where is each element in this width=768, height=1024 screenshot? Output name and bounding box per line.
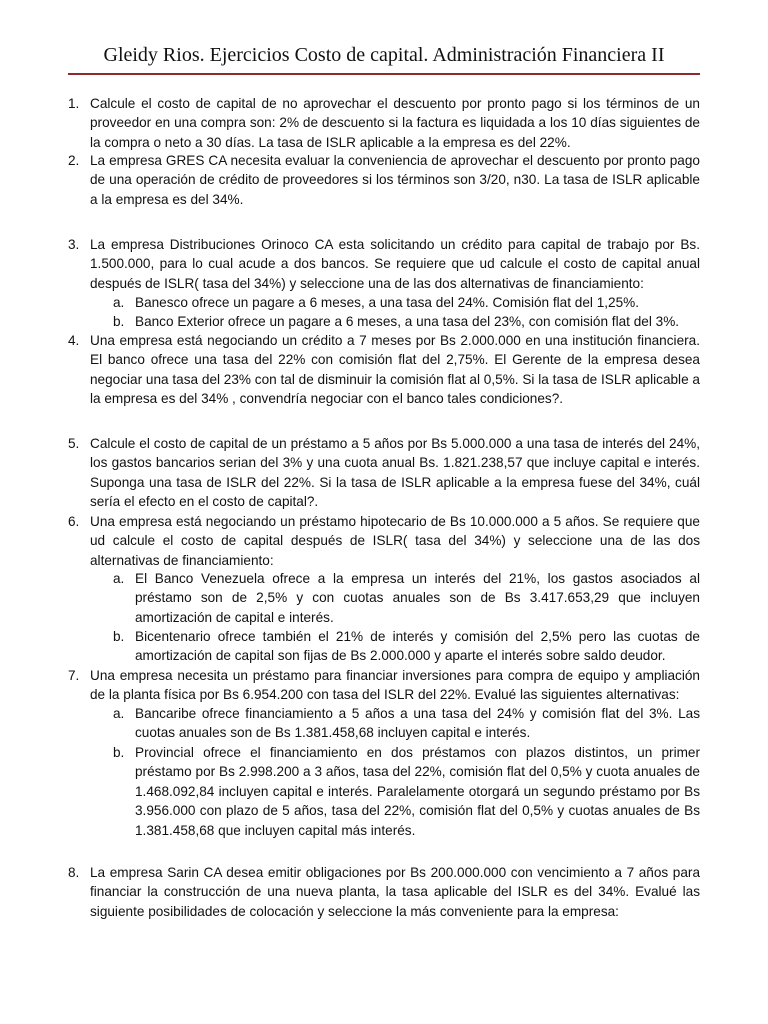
exercise-text: Calcule el costo de capital de un préstamo a 5 años por Bs 5.000.000 a una tasa de interés del 24%, los gastos bancarios serian del 3% y una cuota anual Bs. 1.821.238,57 que incluye capital e interés. Suponga una tasa de ISLR del 22%. Si la tasa de ISLR aplicable a la empresa fuese del 34%, cuál sería el efecto en el costo de capital?. <box>90 436 700 510</box>
exercise-text: Una empresa está negociando un crédito a 7 meses por Bs 2.000.000 en una institución financiera. El banco ofrece una tasa del 22% con comisión flat del 2,75%. El Gerente de la empresa desea negociar una tasa del 23% con tal de disminuir la comisión flat al 0,5%. Si la tasa de ISLR aplicable a la empresa es del 34% , convendría negociar con el banco tales condiciones?. <box>90 333 700 407</box>
exercise-text: La empresa GRES CA necesita evaluar la conveniencia de aprovechar el descuento por pronto pago de una operación de crédito de proveedores si los términos son 3/20, n30. La tasa de ISLR aplicable a la empresa es del 34%. <box>90 153 700 207</box>
subitem-letter: b. <box>113 314 125 329</box>
exercise-number: 4. <box>68 333 80 348</box>
exercise-number: 8. <box>68 865 80 880</box>
exercise-number: 6. <box>68 514 80 529</box>
subitem-text: Provincial ofrece el financiamiento en dos préstamos con plazos distintos, un primer préstamo por Bs 2.998.200 a 3 años, tasa del 22%, comisión flat del 0,5% y cuota anuales de 1.468.092,84 incluyen capital e interés. Paralelamente otorgará un segundo préstamo por Bs 3.956.000 con plazo de 5 años, tasa del 22%, comisión flat del 0,5% y cuotas anuales de Bs 1.381.458,68 que incluyen capital más interés. <box>135 745 700 838</box>
exercise-number: 2. <box>68 153 80 168</box>
title-underline <box>68 73 700 75</box>
subitem-letter: b. <box>113 745 125 760</box>
exercise-number: 5. <box>68 436 80 451</box>
subitem-letter: a. <box>113 571 125 586</box>
subitem-letter: a. <box>113 706 125 721</box>
subitem-text: Bicentenario ofrece también el 21% de interés y comisión del 2,5% pero las cuotas de amortización de capital son fijas de Bs 2.000.000 y aparte el interés sobre saldo deudor. <box>135 629 700 664</box>
exercise-text: Una empresa está negociando un préstamo hipotecario de Bs 10.000.000 a 5 años. Se requiere que ud calcule el costo de capital después de ISLR( tasa del 34%) y seleccione una de las dos alternativas de financiamiento: <box>90 514 700 568</box>
exercise-text: La empresa Distribuciones Orinoco CA esta solicitando un crédito para capital de trabajo por Bs. 1.500.000, para lo cual acude a dos bancos. Se requiere que ud calcule el costo de capital anual después de ISLR( tasa del 34%) y seleccione una de las dos alternativas de financiamiento: <box>90 237 700 291</box>
subitem-text: El Banco Venezuela ofrece a la empresa un interés del 21%, los gastos asociados al préstamo son de 2,5% y con cuotas anuales son de Bs 3.417.653,29 que incluyen amortización de capital e interés. <box>135 571 700 625</box>
page-title: Gleidy Rios. Ejercicios Costo de capital. Administración Financiera II <box>103 44 665 66</box>
exercise-text: Calcule el costo de capital de no aprovechar el descuento por pronto pago si los términos de un proveedor en una compra son: 2% de descuento si la factura es liquidada a los 10 días siguientes de la compra o neto a 30 días. La tasa de ISLR aplicable a la empresa es del 22%. <box>90 96 700 150</box>
exercise-number: 1. <box>68 96 80 111</box>
subitem-text: Bancaribe ofrece financiamiento a 5 años a una tasa del 24% y comisión flat del 3%. Las cuotas anuales son de Bs 1.381.458,68 incluyen capital e interés. <box>135 706 700 741</box>
exercise-number: 7. <box>68 668 80 683</box>
subitem-text: Banesco ofrece un pagare a 6 meses, a una tasa del 24%. Comisión flat del 1,25%. <box>135 295 640 310</box>
exercise-text: Una empresa necesita un préstamo para financiar inversiones para compra de equipo y ampliación de la planta física por Bs 6.954.200 con tasa del ISLR del 22%. Evalué las siguientes alternativas: <box>90 668 700 703</box>
subitem-letter: a. <box>113 295 125 310</box>
subitem-text: Banco Exterior ofrece un pagare a 6 meses, a una tasa del 23%, con comisión flat del 3%. <box>135 314 680 329</box>
subitem-letter: b. <box>113 629 125 644</box>
exercise-number: 3. <box>68 237 80 252</box>
exercise-text: La empresa Sarin CA desea emitir obligaciones por Bs 200.000.000 con vencimiento a 7 años para financiar la construcción de una nueva planta, la tasa aplicable del ISLR es del 34%. Evalué las siguiente posibilidades de colocación y seleccione la más conveniente para la empresa: <box>90 865 700 919</box>
